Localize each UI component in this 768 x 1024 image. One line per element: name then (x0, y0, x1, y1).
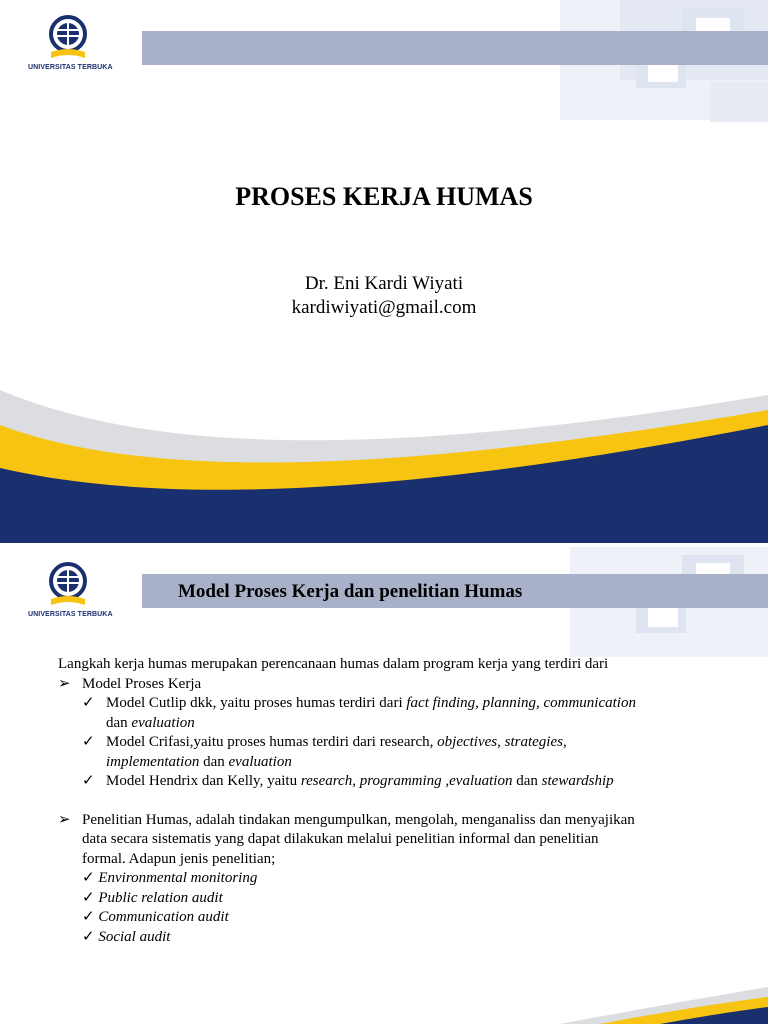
section-heading: Model Proses Kerja (82, 675, 202, 692)
list-item (58, 928, 698, 948)
hendrix-step-stewardship: stewardship (541, 773, 614, 789)
university-logo (28, 561, 113, 618)
list-item-continuation (58, 714, 698, 734)
slide-title: Model Proses Kerja dan penelitian Humas (178, 581, 523, 602)
check-bullet-icon: ✓ (82, 773, 95, 789)
slide-body (58, 655, 698, 947)
cutlip-text: Model Cutlip dkk, yaitu proses humas terdiri dari (106, 695, 407, 711)
content-slide (0, 547, 768, 1024)
crifasi-step-implementation: implementation (106, 753, 200, 770)
list-item (58, 694, 698, 714)
hendrix-comma: , (352, 773, 360, 789)
author-name: Dr. Eni Kardi Wiyati (304, 273, 464, 294)
list-item (58, 772, 698, 792)
check-bullet-icon: ✓ (82, 909, 95, 925)
list-item (58, 733, 698, 753)
list-item (58, 811, 698, 831)
crifasi-and: dan (199, 753, 229, 770)
author-block (0, 272, 768, 320)
university-emblem-icon (47, 561, 89, 609)
crifasi-steps: objectives, strategies (437, 734, 563, 750)
check-bullet-icon: ✓ (82, 734, 95, 750)
arrow-bullet-icon: ➢ (58, 811, 71, 828)
cutlip-steps: fact finding, planning, communication (406, 695, 636, 711)
hendrix-text: Model Hendrix dan Kelly, yaitu (106, 773, 301, 789)
university-logo-text: UNIVERSITAS TERBUKA (28, 64, 113, 71)
research-type: Environmental monitoring (98, 870, 258, 886)
list-item (58, 675, 698, 695)
cutlip-text-and: dan (106, 714, 132, 731)
research-definition-line1: Penelitian Humas, adalah tindakan mengumpulkan, mengolah, menganaliss dan menyajikan (82, 811, 635, 828)
check-bullet-icon: ✓ (82, 928, 95, 945)
hendrix-step-research: research (300, 773, 353, 789)
author-email: kardiwiyati@gmail.com (291, 297, 477, 318)
intro-text: Langkah kerja humas merupakan perencanaan humas dalam program kerja yang terdiri dari (58, 656, 609, 672)
hendrix-steps: programming ,evaluation (359, 773, 513, 789)
cutlip-step-evaluation: evaluation (131, 714, 195, 731)
crifasi-text: Model Crifasi,yaitu proses humas terdiri dari research, (106, 734, 438, 750)
check-bullet-icon: ✓ (82, 695, 95, 711)
university-logo (28, 14, 113, 71)
list-item (58, 869, 698, 889)
arrow-bullet-icon: ➢ (58, 675, 71, 692)
check-bullet-icon: ✓ (82, 889, 95, 906)
list-item-continuation: formal. Adapun jenis penelitian; (82, 850, 276, 867)
research-type: Communication audit (98, 909, 229, 925)
list-item (58, 908, 698, 928)
research-type: Social audit (98, 928, 171, 945)
university-logo-text: UNIVERSITAS TERBUKA (28, 611, 113, 618)
list-item-continuation (58, 753, 698, 773)
research-type: Public relation audit (98, 889, 223, 906)
list-item-continuation: data secara sistematis yang dapat dilakukan melalui penelitian informal dan penelitian (82, 831, 599, 847)
university-emblem-icon (47, 14, 89, 62)
list-item (58, 889, 698, 909)
crifasi-comma: , (562, 734, 567, 750)
crifasi-step-evaluation: evaluation (228, 753, 292, 770)
hendrix-and: dan (512, 773, 542, 789)
check-bullet-icon: ✓ (82, 870, 95, 886)
presentation-title: PROSES KERJA HUMAS (235, 182, 533, 211)
